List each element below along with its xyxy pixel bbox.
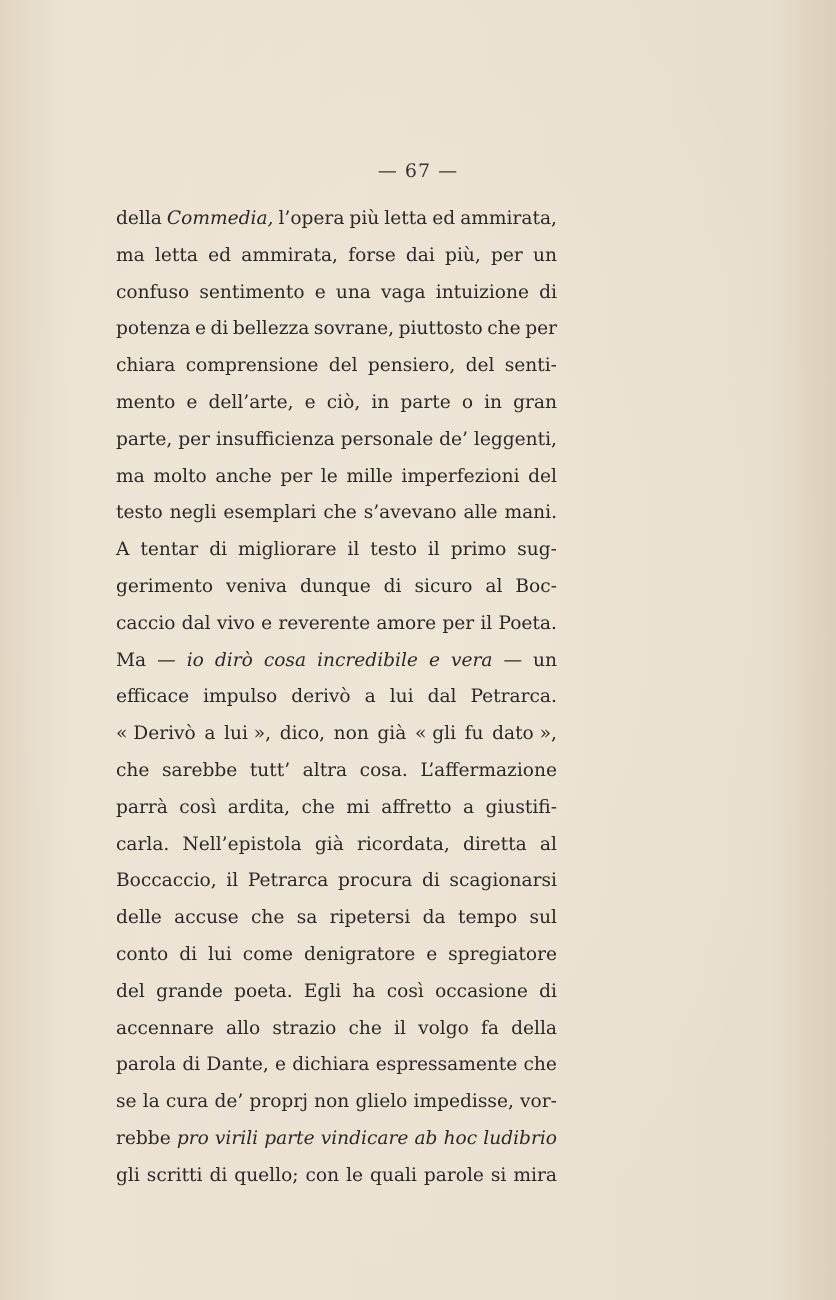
word: dico, [279, 723, 326, 745]
word: ludibrio [483, 1127, 557, 1149]
word: della [116, 208, 162, 229]
word: letta [384, 208, 428, 229]
body-text [116, 201, 557, 1195]
word: parrà [116, 796, 168, 818]
word: lui [389, 686, 414, 708]
word: parte, [116, 428, 173, 450]
word: sa [296, 907, 318, 929]
text-line [116, 863, 557, 900]
word: intuizione [435, 281, 529, 303]
word: Egli [303, 980, 342, 1002]
word: sentimento [199, 281, 305, 303]
word: di [383, 575, 402, 597]
word: o [461, 391, 474, 413]
text-line [116, 1121, 557, 1158]
word: tentar [140, 539, 199, 561]
word: alle [463, 502, 498, 524]
word: di [421, 870, 440, 892]
word: derivò [291, 686, 351, 708]
word: scagionarsi [449, 870, 557, 892]
page-number: — 67 — [377, 160, 459, 182]
word: un [533, 649, 557, 671]
word: dal [181, 612, 211, 634]
word: sicuro [414, 575, 473, 597]
word: proprj [249, 1091, 308, 1113]
word: parte [400, 391, 451, 413]
word: ed [208, 244, 232, 266]
word: imperfezioni [401, 465, 520, 487]
word: che [348, 1017, 382, 1039]
word: tutt’ [249, 759, 291, 781]
word: con [305, 1164, 340, 1186]
word: le [346, 1164, 364, 1186]
word: cura [165, 1091, 209, 1113]
text-line [116, 495, 557, 532]
word: poeta. [234, 980, 293, 1002]
word: amore [376, 612, 437, 634]
word: reverente [278, 612, 371, 634]
word: « gli [414, 723, 457, 745]
word: leggenti, [473, 428, 557, 450]
word: si [490, 1164, 507, 1186]
word: confuso [116, 281, 190, 303]
word: il [480, 612, 493, 634]
word: denigratore [303, 943, 416, 965]
word: forse [348, 244, 396, 266]
word: di [539, 980, 557, 1002]
word: per [178, 428, 210, 450]
word: giustifi- [485, 796, 557, 818]
word: negli [169, 502, 217, 524]
word: — [157, 649, 176, 671]
word: non [314, 1091, 350, 1113]
word: di [210, 318, 229, 340]
word: veniva [225, 575, 288, 597]
word: della [511, 1017, 557, 1039]
word: quali [370, 1164, 417, 1186]
word: conto [116, 943, 169, 965]
word: che [523, 1054, 557, 1076]
word: in [484, 391, 503, 413]
word: incredibile [317, 649, 418, 671]
word: ciò, [326, 391, 361, 413]
text-line [116, 753, 557, 790]
word: mani. [504, 502, 557, 524]
text-line [116, 238, 557, 275]
word: del [116, 980, 145, 1002]
word: gran [513, 391, 557, 413]
word: hoc [443, 1127, 478, 1149]
word: del [465, 355, 495, 377]
word: io [186, 649, 204, 671]
word: per [525, 318, 557, 340]
word: de’ [439, 428, 468, 450]
word: ammirata, [241, 244, 338, 266]
word: per [442, 612, 475, 634]
word: rebbe [116, 1127, 171, 1149]
text-line [116, 1047, 557, 1084]
word: cosa [263, 649, 307, 671]
word: tempo [457, 907, 518, 929]
word: potenza [116, 318, 191, 340]
word: mille [346, 465, 393, 487]
word: al [539, 833, 557, 855]
word: a [204, 723, 216, 745]
word: Petrarca. [470, 686, 557, 708]
word: e [186, 391, 198, 413]
text-line [116, 937, 557, 974]
word: strazio [272, 1017, 337, 1039]
word: fa [480, 1017, 499, 1039]
text-line [116, 459, 557, 496]
word: volgo [418, 1017, 469, 1039]
text-line [116, 827, 557, 864]
word: anche [215, 465, 272, 487]
word: di [209, 539, 228, 561]
word: ma [116, 465, 145, 487]
word: ab [414, 1127, 438, 1149]
word: di [539, 281, 557, 303]
word: chiara [116, 355, 176, 377]
word: L’affermazione [420, 759, 557, 781]
word: a [463, 796, 475, 818]
word: ricordata, [356, 833, 450, 855]
word: scritti [146, 1164, 203, 1186]
word: affretto [381, 796, 452, 818]
word: di [179, 943, 198, 965]
word: efficace [116, 686, 190, 708]
word: impulso [203, 686, 278, 708]
word: parole [423, 1164, 484, 1186]
word: sug- [517, 539, 557, 561]
word: che [323, 502, 357, 524]
word: che [301, 796, 335, 818]
word: se [116, 1091, 137, 1113]
word: vaga [381, 281, 426, 303]
word: parte [264, 1127, 315, 1149]
word: piuttosto [398, 318, 483, 340]
text-line [116, 569, 557, 606]
word: ha [352, 980, 376, 1002]
word: mira [513, 1164, 557, 1186]
word: pensiero, [367, 355, 456, 377]
word: A [116, 539, 130, 561]
word: dirò [214, 649, 253, 671]
word: al [485, 575, 503, 597]
word: più, [445, 244, 481, 266]
text-line [116, 348, 557, 385]
word: e [274, 1054, 286, 1076]
word: e [426, 943, 438, 965]
word: ripetersi [329, 907, 411, 929]
text-line [116, 790, 557, 827]
word: « Derivò [116, 723, 196, 745]
word: le [320, 465, 338, 487]
word: il [394, 1017, 406, 1039]
word: accennare [116, 1017, 214, 1039]
text-line [116, 900, 557, 937]
word: dell’arte, [208, 391, 294, 413]
word: testo [370, 539, 417, 561]
word: vera [450, 649, 493, 671]
word: s’avevano [363, 502, 457, 524]
word: quello; [234, 1164, 299, 1186]
word: così [179, 796, 217, 818]
word: testo [116, 502, 163, 524]
word: mi [346, 796, 370, 818]
word: occasione [435, 980, 528, 1002]
word: sarebbe [161, 759, 238, 781]
word: che [250, 907, 285, 929]
word: ammirata, [460, 208, 557, 229]
word: personale [340, 428, 434, 450]
word: Commedia, [166, 208, 274, 229]
word: e [194, 318, 206, 340]
word: gerimento [116, 575, 214, 597]
word: del [328, 355, 358, 377]
word: dal [427, 686, 457, 708]
word: altra [302, 759, 348, 781]
word: ardita, [227, 796, 291, 818]
word: cosa. [359, 759, 408, 781]
word: la [142, 1091, 160, 1113]
word: dai [405, 244, 435, 266]
word: dunque [299, 575, 371, 597]
word: delle [116, 907, 162, 929]
word: insufficienza [215, 428, 335, 450]
word: per [280, 465, 313, 487]
word: vor- [520, 1091, 557, 1113]
word: il [347, 539, 360, 561]
word: caccio [116, 612, 176, 634]
word: gli [116, 1164, 140, 1186]
word: un [533, 244, 557, 266]
word: una [335, 281, 371, 303]
word: il [226, 870, 239, 892]
word: fu [464, 723, 484, 745]
text-line [116, 643, 557, 680]
word: in [371, 391, 390, 413]
word: impedisse, [413, 1091, 514, 1113]
word: molto [153, 465, 207, 487]
word: grande [156, 980, 223, 1002]
word: sovrane, [313, 318, 395, 340]
word: del [528, 465, 557, 487]
text-line [116, 201, 557, 238]
word: l’opera [278, 208, 345, 229]
word: Poeta. [498, 612, 557, 634]
word: lui », [224, 723, 272, 745]
word: Boccaccio, [116, 870, 217, 892]
text-line [116, 1084, 557, 1121]
text-line [116, 1158, 557, 1195]
text-line [116, 1011, 557, 1048]
text-line [116, 974, 557, 1011]
word: da [422, 907, 446, 929]
word: vivo [216, 612, 255, 634]
word: Dante, [206, 1054, 269, 1076]
word: bellezza [232, 318, 310, 340]
word: ma [116, 244, 145, 266]
text-line [116, 422, 557, 459]
word: esemplari [223, 502, 317, 524]
text-line [116, 275, 557, 312]
word: così [386, 980, 424, 1002]
word: come [242, 943, 294, 965]
word: carla. [116, 833, 170, 855]
word: di [182, 1054, 201, 1076]
word: virili [214, 1127, 259, 1149]
word: ed [432, 208, 456, 229]
word: e [314, 281, 326, 303]
word: pro [176, 1127, 209, 1149]
word: lui [207, 943, 232, 965]
word: e [304, 391, 316, 413]
word: non [333, 723, 369, 745]
text-line [116, 532, 557, 569]
word: glielo [355, 1091, 408, 1113]
word: sul [529, 907, 557, 929]
word: per [491, 244, 523, 266]
word: espressamente [375, 1054, 518, 1076]
word: già [377, 723, 407, 745]
word: dato », [492, 723, 557, 745]
word: Boc- [515, 575, 557, 597]
word: che [487, 318, 521, 340]
word: di [209, 1164, 228, 1186]
word: Nell’epistola [182, 833, 302, 855]
word: spregiatore [448, 943, 557, 965]
word: Ma [116, 649, 147, 671]
text-line [116, 385, 557, 422]
word: — [503, 649, 523, 671]
word: il [427, 539, 440, 561]
word: accuse [174, 907, 239, 929]
word: mento [116, 391, 176, 413]
word: dichiara [292, 1054, 370, 1076]
word: primo [450, 539, 507, 561]
text-line [116, 311, 557, 348]
word: e [428, 649, 440, 671]
word: Petrarca [247, 870, 329, 892]
text-line [116, 606, 557, 643]
word: migliorare [238, 539, 337, 561]
text-line [116, 716, 557, 753]
word: che [116, 759, 150, 781]
word: diretta [462, 833, 527, 855]
word: allo [226, 1017, 261, 1039]
word: e [261, 612, 273, 634]
text-line [116, 679, 557, 716]
word: vindicare [320, 1127, 409, 1149]
word: parola [116, 1054, 177, 1076]
word: letta [154, 244, 198, 266]
word: a [364, 686, 376, 708]
word: già [314, 833, 344, 855]
word: procura [337, 870, 413, 892]
word: de’ [214, 1091, 244, 1113]
word: più [349, 208, 380, 229]
word: senti- [504, 355, 557, 377]
word: comprensione [185, 355, 319, 377]
